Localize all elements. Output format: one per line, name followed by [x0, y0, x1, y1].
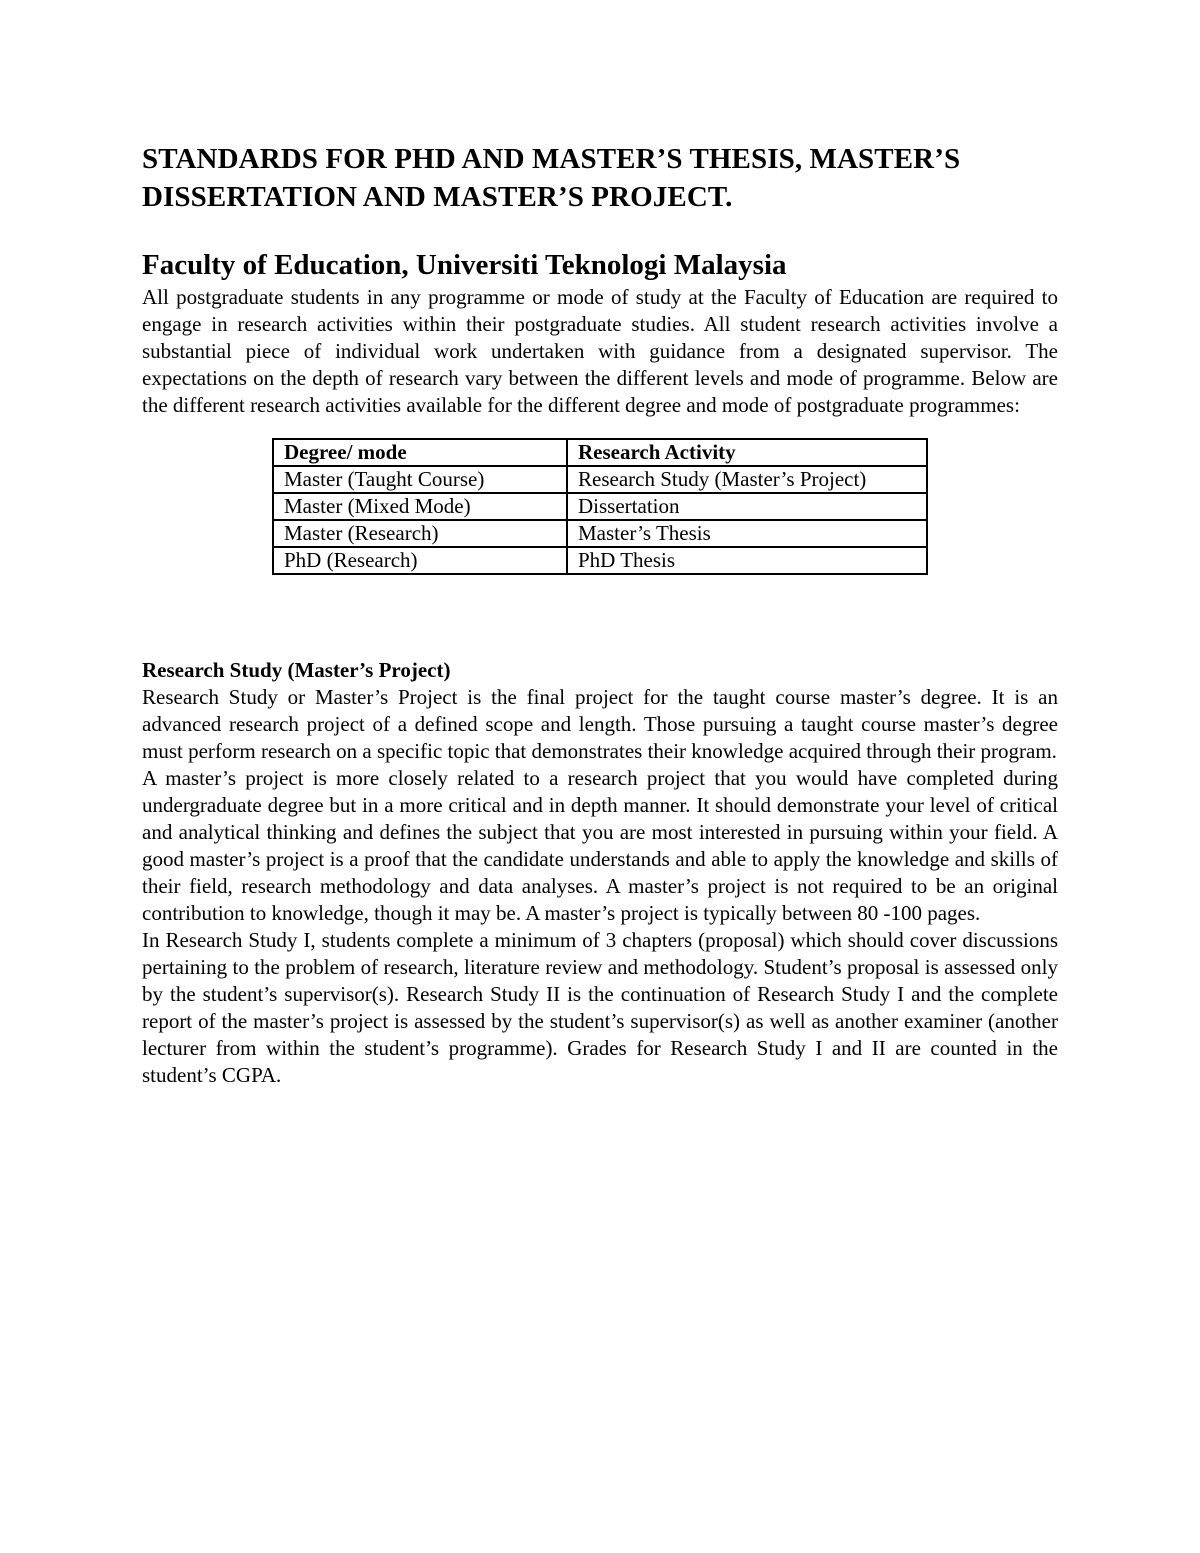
degree-research-table [272, 438, 928, 575]
table-row [273, 520, 927, 547]
table-cell-activity: Master’s Thesis [567, 520, 927, 547]
intro-paragraph: All postgraduate students in any programme or mode of study at the Faculty of Education are required to engage in research activities within their postgraduate studies. All student research activities involve a substantial piece of individual work undertaken with guidance from a designated supervisor. The expectations on the depth of research vary between the different levels and mode of programme. Below are the different research activities available for the different degree and mode of postgraduate programmes: [142, 285, 1058, 417]
table-cell-degree: Master (Taught Course) [273, 466, 567, 493]
table-row [273, 466, 927, 493]
table-header-row [273, 439, 927, 466]
table-row [273, 493, 927, 520]
table-cell-activity: Dissertation [567, 493, 927, 520]
document-subtitle: Faculty of Education, Universiti Teknologi Malaysia [142, 249, 787, 281]
section-heading: Research Study (Master’s Project) [142, 658, 451, 682]
table-cell-degree: Master (Research) [273, 520, 567, 547]
table-cell-degree: PhD (Research) [273, 547, 567, 574]
document-title: STANDARDS FOR PHD AND MASTER’S THESIS, MASTER’S DISSERTATION AND MASTER’S PROJECT. [142, 143, 961, 213]
table-cell-activity: Research Study (Master’s Project) [567, 466, 927, 493]
degree-table-wrapper [272, 438, 928, 575]
table-cell-degree: Master (Mixed Mode) [273, 493, 567, 520]
section-paragraph-2: A master’s project is more closely related to a research project that you would have completed during undergraduate degree but in a more critical and in depth manner. It should demonstrate your level of critical and analytical thinking and defines the subject that you are most interested in pursuing within your field. A good master’s project is a proof that the candidate understands and able to apply the knowledge and skills of their field, research methodology and data analyses. A master’s project is not required to be an original contribution to knowledge, though it may be. A master’s project is typically between 80 -100 pages. [142, 766, 1058, 925]
section-paragraph-1: Research Study or Master’s Project is the final project for the taught course master’s degree. It is an advanced research project of a defined scope and length. Those pursuing a taught course master’s degree must perform research on a specific topic that demonstrates their knowledge acquired through their program. [142, 685, 1058, 763]
table-cell-activity: PhD Thesis [567, 547, 927, 574]
table-row [273, 547, 927, 574]
section-paragraph-3: In Research Study I, students complete a minimum of 3 chapters (proposal) which should cover discussions pertaining to the problem of research, literature review and methodology. Student’s proposal is assessed only by the student’s supervisor(s). Research Study II is the continuation of Research Study I and the complete report of the master’s project is assessed by the student’s supervisor(s) as well as another examiner (another lecturer from within the student’s programme). Grades for Research Study I and II are counted in the student’s CGPA. [142, 928, 1058, 1087]
document-content [142, 140, 1058, 1089]
table-header-activity: Research Activity [567, 439, 927, 466]
table-header-degree: Degree/ mode [273, 439, 567, 466]
